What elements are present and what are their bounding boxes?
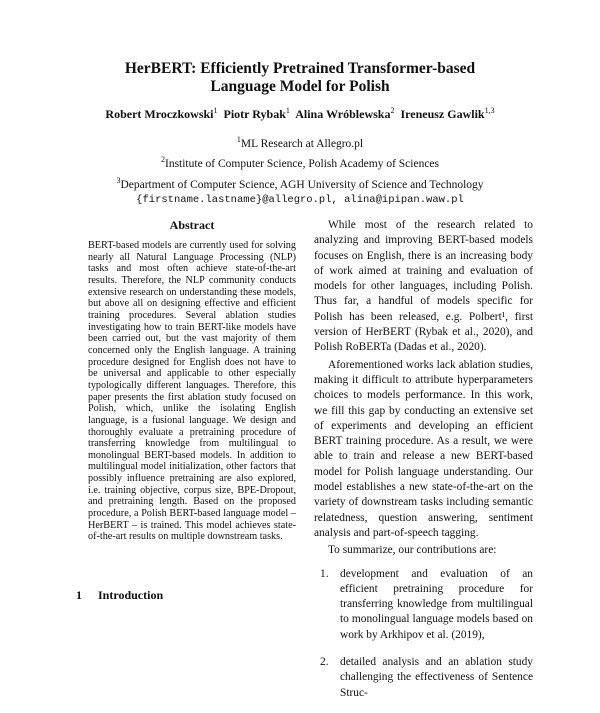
author: Robert Mroczkowski$^1$ — [105, 106, 218, 121]
section-title: Introduction — [98, 588, 164, 602]
list-item: 2. detailed analysis and an ablation study challenging the effectiveness of Sentence Struc- — [320, 656, 533, 699]
intro-paragraph: While most of the research related to analyzing and improving BERT-based models focuses on English, there is an increasing body of work aimed at training and evaluation of models for other languages, including Polish. Thus far, a handful of models specific for Polish has been released, e.g. Polbert¹, first version of HerBERT (Rybak et al., 2020), and Polish RoBERTa (Dadas et al., 2020). — [314, 219, 533, 354]
abstract-heading: Abstract — [169, 218, 215, 232]
author: Ireneusz Gawlik$^{1,3}$ — [400, 106, 495, 121]
author-list — [0, 104, 600, 121]
intro-paragraph: Aforementioned works lack ablation studies, making it difficult to attribute hyperparameters choices to models performance. In this work, we fill this gap by conducting an extensive set of experiments and developing an efficient BERT training procedure. As a result, we were able to train and release a new BERT-based model for Polish language understanding. Our model establishes a new state-of-the-art on the variety of downstream tasks including semantic relatedness, question answering, sentiment analysis and part-of-speech tagging. — [314, 358, 533, 539]
affiliation: $^2$Institute of Computer Science, Polish Academy of Sciences — [160, 155, 440, 171]
section-number: 1 — [76, 588, 82, 602]
title-line-2: Language Model for Polish — [210, 78, 390, 95]
contribution-list — [314, 567, 533, 701]
author: Piotr Rybak$^1$ — [223, 106, 290, 121]
left-column — [88, 218, 296, 543]
title-line-1: HerBERT: Efficiently Pretrained Transformer-based — [124, 60, 476, 77]
abstract-text: BERT-based models are currently used for solving nearly all Natural Language Processing (NLP) tasks and most often achieve state-of-the-art results. Therefore, the NLP community conducts extensive research on understanding these models, but above all on designing effective and efficient training procedures. Several ablation studies investigating how to train BERT-like models have been carried out, but the vast majority of them concerned only the English language. A training procedure designed for English does not have to be universal and applicable to other especially typologically different languages. Therefore, this paper presents the first ablation study focused on Polish, which, unlike the isolating English language, is a fusional language. We design and thoroughly evaluate a pretraining procedure of transferring knowledge from multilingual to monolingual BERT-based models. In addition to multilingual model initialization, other factors that possibly influence pretraining are also explored, i.e. training objective, corpus size, BPE-Dropout, and pretraining length. Based on the proposed procedure, a Polish BERT-based language model – HerBERT – is trained. This model achieves state-of-the-art results on multiple downstream tasks. — [88, 240, 296, 543]
list-item: 1. development and evaluation of an efficient pretraining procedure for transferring knowledge from multilingual to monolingual language models based on work by Arkhipov et al. (2019), — [320, 567, 533, 641]
affiliations — [0, 132, 600, 208]
affiliation: $^3$Department of Computer Science, AGH University of Science and Technology — [116, 175, 484, 191]
right-column — [314, 218, 533, 713]
intro-paragraph: To summarize, our contributions are: — [328, 544, 497, 557]
section-heading — [76, 588, 163, 603]
author: Alina Wróblewska$^2$ — [295, 106, 395, 121]
affiliation: $^1$ML Research at Allegro.pl — [236, 135, 364, 150]
author-emails: {firstname.lastname}@allegro.pl, alina@ipipan.waw.pl — [136, 193, 464, 206]
paper-title — [0, 60, 600, 96]
